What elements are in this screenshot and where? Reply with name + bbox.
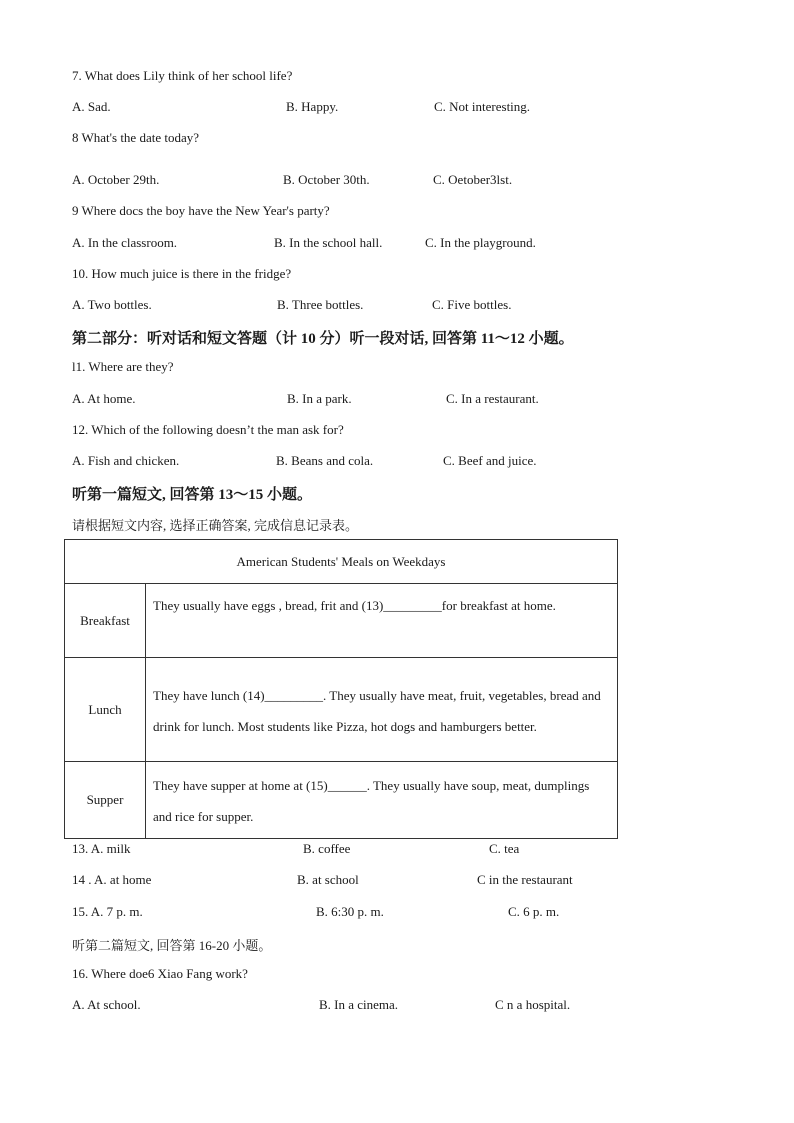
- question-8: 8 What's the date today?: [72, 130, 200, 145]
- option-11b: B. In a park.: [287, 391, 352, 406]
- meal-label-breakfast: Breakfast: [65, 584, 146, 658]
- question-9: 9 Where docs the boy have the New Year's party?: [72, 203, 330, 218]
- question-14: 14 . A. at home: [72, 872, 152, 887]
- question-15: 15. A. 7 p. m.: [72, 904, 143, 919]
- table-title-row: [65, 540, 618, 584]
- table-row: [65, 584, 618, 658]
- passage-2-instruction: 听第二篇短文, 回答第 16-20 小题。: [72, 938, 272, 953]
- question-11: l1. Where are they?: [72, 359, 174, 374]
- meal-label-lunch: Lunch: [65, 658, 146, 762]
- option-13b: B. coffee: [303, 841, 351, 856]
- question-16: 16. Where doe6 Xiao Fang work?: [72, 966, 248, 981]
- option-9c: C. In the playground.: [425, 235, 536, 250]
- option-16b: B. In a cinema.: [319, 997, 399, 1012]
- option-11c: C. In a restaurant.: [446, 391, 539, 406]
- option-14b: B. at school: [297, 872, 359, 887]
- meal-label-supper: Supper: [65, 762, 146, 839]
- option-16c: C n a hospital.: [495, 997, 571, 1012]
- question-7: 7. What does Lily think of her school life?: [72, 68, 293, 83]
- meal-desc-breakfast: They usually have eggs , bread, frit and (13)_________for breakfast at home.: [146, 584, 618, 658]
- question-10: 10. How much juice is there in the fridge?: [72, 266, 292, 281]
- question-13: 13. A. milk: [72, 841, 131, 856]
- question-12: 12. Which of the following doesn’t the man ask for?: [72, 422, 344, 437]
- option-9b: B. In the school hall.: [274, 235, 383, 250]
- passage-1-instruction: 请根据短文内容, 选择正确答案, 完成信息记录表。: [72, 518, 359, 533]
- option-12a: A. Fish and chicken.: [72, 453, 180, 468]
- section-2-heading: 第二部分：听对话和短文答题（计 10 分）听一段对话, 回答第 11～12 小题。: [72, 331, 574, 347]
- option-11a: A. At home.: [72, 391, 136, 406]
- option-14c: C in the restaurant: [477, 872, 573, 887]
- passage-1-heading: 听第一篇短文, 回答第 13～15 小题。: [72, 487, 313, 503]
- table-row: [65, 658, 618, 762]
- option-10c: C. Five bottles.: [432, 297, 512, 312]
- option-10a: A. Two bottles.: [72, 297, 152, 312]
- table-row: [65, 762, 618, 839]
- option-16a: A. At school.: [72, 997, 141, 1012]
- option-10b: B. Three bottles.: [277, 297, 364, 312]
- option-15b: B. 6:30 p. m.: [316, 904, 384, 919]
- option-15c: C. 6 p. m.: [508, 904, 560, 919]
- option-8b: B. October 30th.: [283, 172, 370, 187]
- meals-table: [64, 539, 618, 839]
- meal-desc-lunch: They have lunch (14)_________. They usually have meat, fruit, vegetables, bread and drink for lunch. Most students like Pizza, hot dogs and hamburgers better.: [146, 658, 618, 762]
- option-12c: C. Beef and juice.: [443, 453, 537, 468]
- option-9a: A. In the classroom.: [72, 235, 178, 250]
- option-8a: A. October 29th.: [72, 172, 160, 187]
- option-13c: C. tea: [489, 841, 520, 856]
- option-12b: B. Beans and cola.: [276, 453, 374, 468]
- table-title: American Students' Meals on Weekdays: [65, 540, 618, 584]
- option-7a: A. Sad.: [72, 99, 111, 114]
- meal-desc-supper: They have supper at home at (15)______. They usually have soup, meat, dumplings and rice for supper.: [146, 762, 618, 839]
- option-8c: C. Oetober3lst.: [433, 172, 513, 187]
- option-7c: C. Not interesting.: [434, 99, 531, 114]
- option-7b: B. Happy.: [286, 99, 339, 114]
